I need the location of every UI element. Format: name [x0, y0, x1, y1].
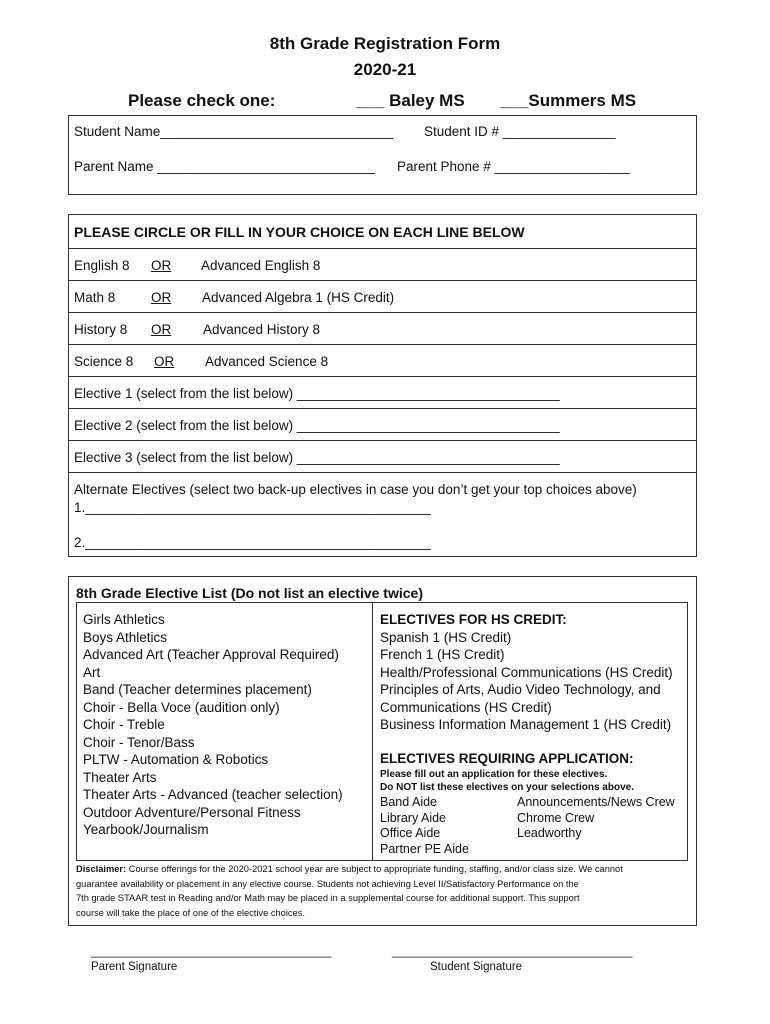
elective-1-row: [69, 376, 696, 409]
option-advanced-english-8[interactable]: Advanced English 8: [201, 258, 321, 273]
list-item: Theater Arts: [83, 769, 157, 785]
list-item: Choir - Tenor/Bass: [83, 734, 195, 750]
parent-name-field[interactable]: Parent Name _____________________________: [74, 159, 376, 174]
list-item: Art: [83, 664, 101, 680]
or-label: OR: [151, 258, 172, 273]
elective-list-box: [68, 576, 697, 926]
list-item: Health/Professional Communications (HS Credit): [380, 664, 673, 680]
school-year: 2020-21: [353, 60, 417, 79]
elective-list-heading: 8th Grade Elective List (Do not list an elective twice): [76, 585, 423, 601]
elective-1-field[interactable]: Elective 1 (select from the list below) ___________________________________: [74, 386, 560, 401]
option-advanced-history-8[interactable]: Advanced History 8: [203, 322, 321, 337]
student-name-field[interactable]: Student Name_______________________________: [74, 124, 394, 139]
disclaimer-label: Disclaimer:: [76, 864, 127, 874]
alternate-elective-1-field[interactable]: 1.______________________________________________: [74, 500, 431, 515]
list-item: French 1 (HS Credit): [380, 647, 505, 662]
application-note-2: Do NOT list these electives on your selections above.: [380, 782, 634, 793]
list-item: Choir - Bella Voce (audition only): [83, 699, 280, 715]
or-label: OR: [151, 322, 172, 337]
student-signature-line[interactable]: ____________________________________: [392, 944, 633, 958]
hs-credit-heading: ELECTIVES FOR HS CREDIT:: [380, 612, 567, 627]
disclaimer-line: Course offerings for the 2020-2021 school year are subject to appropriate funding, staffing, and/or class size. We cannot: [126, 864, 623, 874]
list-item: Announcements/News Crew: [517, 795, 675, 809]
list-item: Library Aide: [380, 810, 447, 825]
course-choices-box: [68, 214, 697, 557]
hs-credit-electives-list: [380, 611, 673, 734]
list-item: Choir - Treble: [83, 717, 165, 732]
list-item: PLTW - Automation & Robotics: [83, 752, 269, 767]
list-item: Chrome Crew: [517, 810, 595, 825]
parent-phone-field[interactable]: Parent Phone # __________________: [397, 159, 630, 174]
application-note-1: Please fill out an application for these electives.: [380, 769, 608, 780]
option-english-8[interactable]: English 8: [74, 258, 130, 273]
disclaimer-line: 7th grade STAAR test in Reading and/or Math may be placed in a supplemental course for additional support. This support: [76, 893, 580, 903]
course-row-english: [69, 248, 696, 281]
elective-3-field[interactable]: Elective 3 (select from the list below) ___________________________________: [74, 450, 560, 465]
list-item: Band Aide: [380, 795, 437, 809]
list-item: Advanced Art (Teacher Approval Required): [83, 647, 339, 662]
course-row-science: [69, 344, 696, 377]
form-title: 8th Grade Registration Form: [269, 34, 501, 53]
option-history-8[interactable]: History 8: [74, 322, 128, 337]
list-item: Yearbook/Journalism: [83, 822, 209, 837]
option-advanced-science-8[interactable]: Advanced Science 8: [205, 354, 329, 369]
elective-2-field[interactable]: Elective 2 (select from the list below) ___________________________________: [74, 418, 560, 433]
course-row-history: [69, 312, 696, 345]
alternate-elective-2-field[interactable]: 2.______________________________________________: [74, 535, 431, 550]
list-item: Girls Athletics: [83, 612, 165, 627]
general-electives-list: [83, 611, 343, 839]
list-item: Partner PE Aide: [380, 841, 469, 856]
elective-3-row: [69, 440, 696, 473]
student-info-box: [68, 115, 697, 195]
choices-heading: PLEASE CIRCLE OR FILL IN YOUR CHOICE ON EACH LINE BELOW: [74, 224, 525, 240]
or-label: OR: [154, 354, 175, 369]
student-id-field[interactable]: Student ID # _______________: [424, 124, 616, 139]
option-science-8[interactable]: Science 8: [74, 354, 134, 369]
student-signature-label: Student Signature: [430, 961, 523, 973]
list-item: Communications (HS Credit): [380, 699, 552, 715]
school-option-summers[interactable]: ___Summers MS: [500, 91, 637, 110]
list-item: Spanish 1 (HS Credit): [380, 629, 512, 645]
application-electives-col-2: [517, 795, 675, 842]
option-advanced-algebra-1[interactable]: Advanced Algebra 1 (HS Credit): [202, 290, 395, 305]
list-item: Business Information Management 1 (HS Credit): [380, 717, 672, 732]
application-heading: ELECTIVES REQUIRING APPLICATION:: [380, 751, 634, 766]
school-option-baley[interactable]: ___ Baley MS: [356, 91, 465, 110]
list-item: Office Aide: [380, 826, 441, 840]
check-prompt: Please check one:: [128, 91, 276, 110]
elective-columns: [76, 602, 688, 861]
parent-signature-label: Parent Signature: [91, 961, 178, 973]
list-item: Band (Teacher determines placement): [83, 682, 312, 697]
list-item: Principles of Arts, Audio Video Technology, and: [380, 682, 661, 697]
elective-2-row: [69, 408, 696, 441]
parent-signature-line[interactable]: ____________________________________: [91, 944, 332, 958]
list-item: Leadworthy: [517, 826, 582, 840]
disclaimer: [76, 862, 623, 920]
column-divider: [372, 603, 373, 860]
list-item: Theater Arts - Advanced (teacher selection): [83, 787, 343, 802]
application-electives-col-1: [380, 795, 469, 857]
option-math-8[interactable]: Math 8: [74, 290, 116, 305]
course-row-math: [69, 280, 696, 313]
alternate-electives-row: [69, 472, 696, 557]
list-item: Outdoor Adventure/Personal Fitness: [83, 804, 301, 820]
alternate-electives-label: Alternate Electives (select two back-up electives in case you don’t get your top choices above): [74, 482, 637, 497]
or-label: OR: [151, 290, 172, 305]
disclaimer-line: course will take the place of one of the elective choices.: [76, 907, 305, 918]
disclaimer-line: guarantee availability or placement in any elective course. Students not achieving Level II/Satisfactory Performance on the: [76, 878, 579, 889]
list-item: Boys Athletics: [83, 629, 168, 645]
